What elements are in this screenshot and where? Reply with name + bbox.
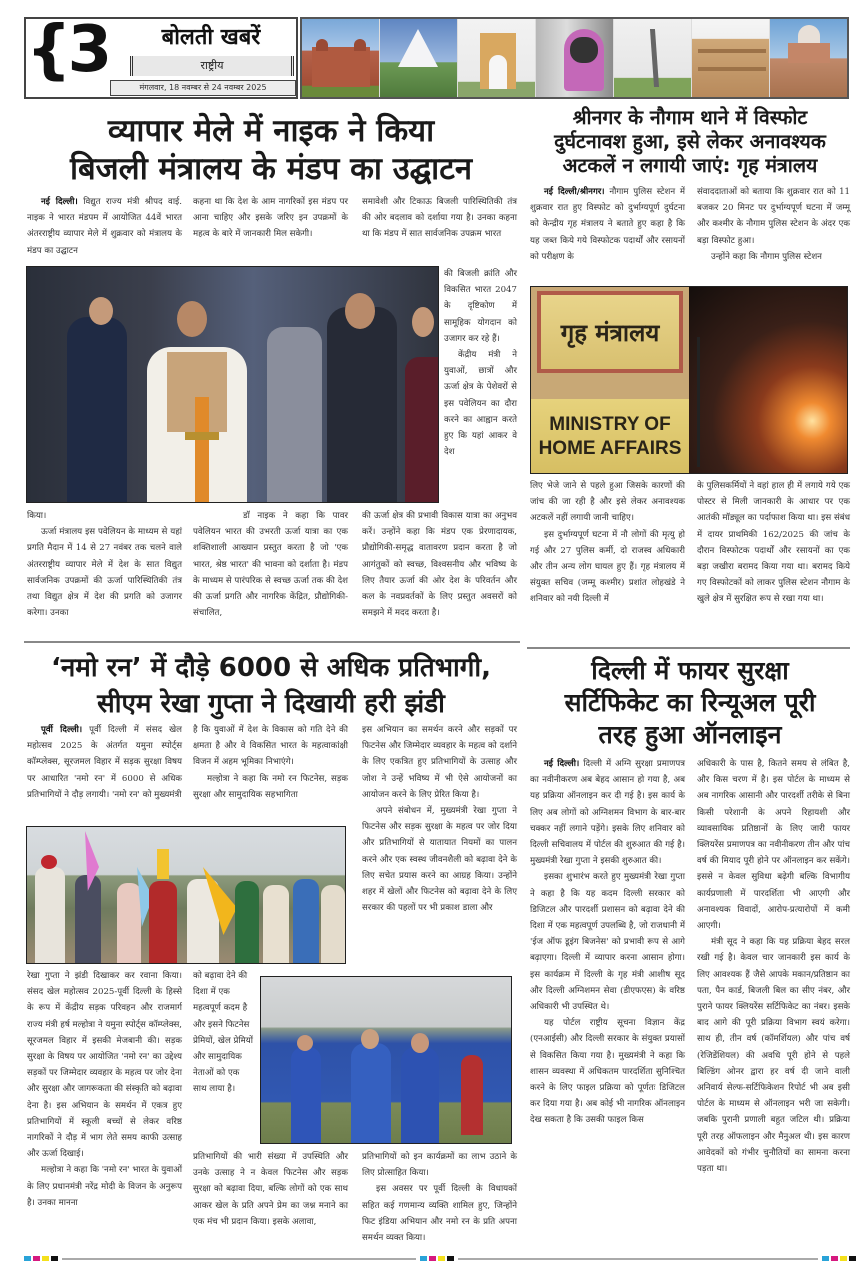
headline-line: सर्टिफिकेट का रिन्यूअल पूरी xyxy=(564,688,816,717)
cyan-swatch xyxy=(822,1256,829,1261)
paper-name: बोलती खबरें xyxy=(161,25,261,50)
paragraph: प्रतिभागियों को इन कार्यक्रमों का लाभ उठाने के लिए प्रोत्साहित किया। xyxy=(362,1152,517,1179)
paragraph: उन्होंने कहा कि नौगाम पुलिस स्टेशन xyxy=(711,251,822,262)
headline-line: दुर्घटनावश हुआ, इसे लेकर अनावश्यक xyxy=(554,130,826,153)
paragraph: लिए भेजे जाने से पहले हुआ जिसके कारणों की जांच की जा रही है और इसे लेकर अनावश्यक अटकलें नहीं लगायी जानी चाहिए। xyxy=(530,481,685,524)
paragraph: इस अभियान का समर्थन करने और सड़कों पर फिटनेस और जिम्मेदार व्यवहार के महत्व को दर्शाने के लिए एकत्रित हुए प्रतिभागियों के उत्साह और जोश ने उन्हें भविष्य में भी ऐसे आयोजनों का आयोजन करने के लिए प्रेरित किया है। xyxy=(362,725,517,800)
article3-photo-students-running xyxy=(260,976,512,1144)
yellow-swatch xyxy=(42,1256,49,1261)
paragraph: समावेशी और टिकाऊ बिजली पारिस्थितिकी तंत्र की ओर बदलाव को दर्शाया गया है। उनका कहना था कि मंडप में सात सार्वजनिक उपक्रम भारत xyxy=(362,197,517,240)
article2-col2-top xyxy=(697,184,850,265)
headline-line: दिल्ली में फायर सुरक्षा xyxy=(591,656,789,685)
dateline: पूर्वी दिल्ली। xyxy=(41,725,83,735)
paragraph: विद्युत राज्य मंत्री श्रीपद वाई. नाइक ने भारत मंडपम में आयोजित 44वें भारत अंतरराष्ट्रीय व्यापार मेले में शुक्रवार को मंत्रालय के मंडप का उद्घाटन xyxy=(27,197,182,256)
paragraph: यह पोर्टल राष्ट्रीय सूचना विज्ञान केंद्र (एनआईसी) और दिल्ली सरकार के संयुक्त प्रयासों से विकसित किया गया है। मुख्यमंत्री ने कहा कि शासन व्यवस्था में अधिकतम पारदर्शिता सुनिश्चित करने के लिए फाइल प्रक्रिया को पूर्णतः डिजिटल कर दिया गया है। अब कोई भी नागरिक ऑनलाइन देख सकता है कि उसकी फाइल किस xyxy=(530,1018,685,1126)
article1-col3-bottom xyxy=(362,508,517,621)
paragraph: की बिजली क्रांति और विकसित भारत 2047 के दृष्टिकोण में सामूहिक योगदान को उजागर कर रहे हैं। xyxy=(444,269,517,344)
article3-col2-bottom xyxy=(193,1149,348,1230)
headline-line: व्यापार मेले में नाइक ने किया xyxy=(107,113,435,149)
india-gate-image xyxy=(458,19,536,97)
paragraph: इसका शुभारंभ करते हुए मुख्यमंत्री रेखा गुप्ता ने कहा है कि यह कदम दिल्ली सरकार को डिजिटल और पारदर्शी प्रशासन को बढ़ावा देने की दिशा में एक महत्वपूर्ण उपलब्धि है, जो राजधानी में 'ईज ऑफ डूइंग बिजनेस' को प्रभावी रूप से आगे बढ़ाएगा। दिल्ली में व्यापार करना आसान होगा। इस कार्यक्रम में दिल्ली के गृह मंत्री आशीष सूद और दिल्ली अग्निशमन सेवा (डीएफएस) के वरिष्ठ अधिकारी भी उपस्थित थे। xyxy=(530,872,685,1013)
article4-col2 xyxy=(697,756,850,1177)
lotus-temple-image xyxy=(380,19,458,97)
article3-col2-narrow xyxy=(193,968,253,1098)
paragraph: किया। xyxy=(27,511,47,521)
dateline: नई दिल्ली/श्रीनगर। xyxy=(544,187,605,197)
supreme-court-image xyxy=(770,19,847,97)
article2-col2-bottom xyxy=(697,478,850,608)
paragraph: इस दुर्भाग्यपूर्ण घटना में नौ लोगों की मृत्यु हो गई और 27 पुलिस कर्मी, दो राजस्व अधिकारी और तीन अन्य लोग घायल हुए हैं। गृह मंत्रालय में संयुक्त सचिव (जम्मू कश्मीर) प्रशांत लोहखंडे ने शनिवार को नयी दिल्ली में xyxy=(530,529,685,605)
registration-marks-right xyxy=(818,1256,856,1261)
paragraph: अधिकारी के पास है, कितने समय से लंबित है, और किस चरण में है। इस पोर्टल के माध्यम से अब नागरिक आसानी और पारदर्शी तरीके से बिना किसी परेशानी के अपने रिहायशी और व्यावसायिक प्रतिष्ठानों के लिए जारी फायर क्लियरेंस प्रमाणपत्र का नवीनीकरण तीन और पांच वर्ष की मियाद पूरी होने पर ऑनलाइन कर सकेंगे। इससे न केवल सुविधा बढ़ेगी बल्कि विभागीय कार्यप्रणाली में पारदर्शिता भी आएगी और अनावश्यक विवादों, आरोप-प्रत्यारोपों में कमी आएगी। xyxy=(697,759,850,932)
article1-col3-top xyxy=(362,194,517,243)
article1-col2-bottom xyxy=(193,508,348,621)
article3-col3 xyxy=(362,722,517,916)
black-swatch xyxy=(849,1256,856,1261)
paragraph: डॉ नाइक ने कहा कि पावर पवेलियन भारत की उभरती ऊर्जा यात्रा का एक शक्तिशाली आख्यान प्रस्तुत करता है जो 'एक भारत, श्रेष्ठ भारत' की भावना को दर्शाता है। मंडप के माध्यम से पारंपरिक से स्वच्छ ऊर्जा तक की देश की ऊर्जा प्रगति और नागरिक केंद्रित, प्रौद्योगिकी-संचालित, xyxy=(193,511,348,619)
sign-english-line1: MINISTRY OF xyxy=(549,414,671,435)
paragraph: की ऊर्जा क्षेत्र की प्रभावी विकास यात्रा का अनुभव करें। उन्होंने कहा कि मंडप एक प्रेरणादायक, प्रौद्योगिकी-समृद्ध वातावरण प्रदान करता है जो आगंतुकों को स्वच्छ, विश्वसनीय और भविष्य के लिए तैयार ऊर्जा की ओर देश के परिवर्तन और कल के नवप्रवर्तकों के लिए प्रस्तुत अवसरों को समझने में मदद करता है। xyxy=(362,511,517,619)
cyan-swatch xyxy=(24,1256,31,1261)
article2-col1-top xyxy=(530,184,685,265)
headline-line: तरह हुआ ऑनलाइन xyxy=(598,720,782,749)
section-label: राष्ट्रीय xyxy=(130,56,294,76)
paragraph: रेखा गुप्ता ने झंडी दिखाकर कर रवाना किया। संसद खेल महोत्सव 2025-पूर्वी दिल्ली के हिस्से के रूप में केंद्रीय सड़क परिवहन और राजमार्ग राज्य मंत्री हर्ष मल्होत्रा ने यमुना स्पोर्ट्स कॉम्प्लेक्स, सूरजमल विहार में इसकी मेजबानी की। सड़क सुरक्षा के विषय पर आयोजित 'नमो रन' का उद्देश्य सड़कों पर जिम्मेदार व्यवहार के महत्व पर जोर देना और सुरक्षा और जागरूकता की संस्कृति को बढ़ावा देना है। इस अभियान के समर्थन में एकत्र हुए प्रतिभागियों में स्कूली बच्चों से लेकर वरिष्ठ नागरिकों ने दौड़ में भाग लेते समय काफी उत्साह और ऊर्जा दिखाई। xyxy=(27,971,182,1160)
delhi-metro-image xyxy=(536,19,614,97)
red-fort-image xyxy=(302,19,380,97)
paragraph: नौगाम पुलिस स्टेशन में शुक्रवार रात हुए विस्फोट को दुर्भाग्यपूर्ण दुर्घटना को केन्द्रीय गृह मंत्रालय ने बताते हुए कहा है कि यह जब्त किये गये विस्फोटक पदार्थों और रसायनों को परीक्षण के xyxy=(530,187,685,262)
article3-headline xyxy=(24,650,518,722)
magenta-swatch xyxy=(831,1256,838,1261)
paragraph: को बढ़ावा देने की दिशा में एक महत्वपूर्ण कदम है और इसने फिटनेस प्रेमियों, खेल प्रेमियों और सामुदायिक नेताओं को एक साथ लाया है। xyxy=(193,971,253,1095)
date-line: मंगलवार, 18 नवम्बर से 24 नवम्बर 2025 xyxy=(110,80,296,96)
black-swatch xyxy=(51,1256,58,1261)
magenta-swatch xyxy=(429,1256,436,1261)
parliament-house-image xyxy=(692,19,770,97)
magenta-swatch xyxy=(33,1256,40,1261)
masthead xyxy=(24,13,298,99)
article3-col1-top xyxy=(27,722,182,803)
yellow-swatch xyxy=(438,1256,445,1261)
article4-headline xyxy=(525,655,855,751)
dateline: नई दिल्ली। xyxy=(544,759,580,769)
article1-photo-lamp-lighting xyxy=(26,266,439,503)
paragraph: कहना था कि देश के आम नागरिकों इस मंडप पर आना चाहिए और इसके जरिए इन उपक्रमों के महत्व के बारे में जानकारी मिल सकेगी। xyxy=(193,197,348,240)
article2-col1-bottom xyxy=(530,478,685,608)
paragraph: अपने संबोधन में, मुख्यमंत्री रेखा गुप्ता ने फिटनेस और सड़क सुरक्षा के महत्व पर जोर दिया और प्रतिभागियों से यातायात नियमों का पालन करने और एक स्वस्थ जीवनशैली को बढ़ावा देने के लिए सचेत प्रयास करने का आग्रह किया। उन्होंने शहर में खेलों और फिटनेस को बढ़ावा देने के लिए सरकार की पहलों पर भी प्रकाश डाला और xyxy=(362,806,517,914)
black-swatch xyxy=(447,1256,454,1261)
article3-photo-flag-off xyxy=(26,826,346,964)
article3-col1-bottom xyxy=(27,968,182,1211)
article1-col3-side xyxy=(444,266,517,460)
article2-photo-ministry-and-blast xyxy=(530,286,848,474)
section-divider xyxy=(527,647,850,649)
article1-col2-top xyxy=(193,194,348,243)
registration-marks-center xyxy=(416,1256,458,1261)
article1-headline xyxy=(24,112,518,188)
paragraph: के पुलिसकर्मियों ने वहां हाल ही में लगाये गये एक पोस्टर से मिली जानकारी के आधार पर एक आतंकी मॉड्यूल का पर्दाफाश किया था। इस संबंध में दायर प्राथमिकी 162/2025 की जांच के दौरान विस्फोटक पदार्थों और रसायनों का एक बड़ा जखीरा बरामद किया गया था। बरामद किये गए विस्फोटकों को लाकर पुलिस स्टेशन नौगाम के खुले क्षेत्र में सुरक्षित रूप से रखा गया था। xyxy=(697,481,850,605)
dateline: नई दिल्ली। xyxy=(41,197,78,207)
paragraph: संवाददाताओं को बताया कि शुक्रवार रात को 11 बजकर 20 मिनट पर दुर्भाग्यपूर्ण घटना में जम्मू और कश्मीर के नौगाम पुलिस स्टेशन के अंदर एक बड़ा विस्फोट हुआ। xyxy=(697,187,850,246)
paragraph: प्रतिभागियों की भारी संख्या में उपस्थिति और उनके उत्साह ने न केवल फिटनेस और सड़क सुरक्षा को बढ़ावा दिया, बल्कि लोगों को एक साथ आकर खेल के प्रति अपने प्रेम का जश्न मनाने का एक मंच भी प्रदान किया। इसके अलावा, xyxy=(193,1152,348,1227)
headline-line: अटकलें न लगायी जाएं: गृह मंत्रालय xyxy=(562,154,818,177)
paragraph: मल्होत्रा ने कहा कि 'नमो रन' भारत के युवाओं के लिए प्रधानमंत्री नरेंद्र मोदी के विजन के अनुरूप है। उनका मानना xyxy=(27,1165,182,1208)
headline-line: श्रीनगर के नौगाम थाने में विस्फोट xyxy=(572,106,808,129)
paragraph: मल्होत्रा ने कहा कि नमो रन फिटनेस, सड़क सुरक्षा और सामुदायिक सहभागिता xyxy=(193,773,348,800)
blast-fire-image xyxy=(689,287,847,473)
page-number: {3 xyxy=(26,13,109,87)
article1-col1-top xyxy=(27,194,182,259)
article4-col1 xyxy=(530,756,685,1129)
headline-line: सीएम रेखा गुप्ता ने दिखायी हरी झंडी xyxy=(97,689,445,719)
paragraph: पूर्वी दिल्ली में संसद खेल महोत्सव 2025 के अंतर्गत यमुना स्पोर्ट्स कॉम्प्लेक्स, सूरजमल विहार में सड़क सुरक्षा विषय पर आधारित 'नमो रन' में 6000 से अधिक प्रतिभागियों ने दौड़ लगायी। 'नमो रन' को मुख्यमंत्री xyxy=(27,725,182,800)
article2-headline xyxy=(525,106,855,178)
yellow-swatch xyxy=(840,1256,847,1261)
ministry-sign-image xyxy=(531,287,689,473)
landmarks-banner xyxy=(300,17,849,99)
cyan-swatch xyxy=(420,1256,427,1261)
paragraph: ऊर्जा मंत्रालय इस पवेलियन के माध्यम से यहां प्रगति मैदान में 14 से 27 नवंबर तक चलने वाले अंतरराष्ट्रीय व्यापार मेले में देश के सात विद्युत सार्वजनिक उपक्रमों की ऊर्जा पारिस्थितिकी तंत्र तथा विद्युत क्षेत्र में देश की प्रगति को उजागर करेगा। उनका xyxy=(27,527,182,619)
paragraph: दिल्ली में अग्नि सुरक्षा प्रमाणपत्र का नवीनीकरण अब बेहद आसान हो गया है, अब यह प्रक्रिया ऑनलाइन कर दी गई है। इस कार्य के लिए अब लोगों को अग्निशमन विभाग के बार-बार चक्कर नहीं लगाने पड़ेंगे। इसके लिए शनिवार को दिल्ली सचिवालय में पोर्टल की शुरुआत की गई है। मुख्यमंत्री रेखा गुप्ता ने इसकी शुरुआत की। xyxy=(530,759,685,867)
signature-bridge-image xyxy=(614,19,692,97)
sign-english-line2: HOME AFFAIRS xyxy=(538,438,682,459)
paragraph: मंत्री सूद ने कहा कि यह प्रक्रिया बेहद सरल रखी गई है। केवल चार जानकारी इस कार्य के लिए आवश्यक हैं जैसे आपके मकान/प्रतिष्ठान का पता, पैन कार्ड, बिजली बिल का सीए नंबर, और पुराने फायर क्लियरेंस सर्टिफिकेट का नंबर। इसके बाद आगे की पूरी प्रक्रिया विभाग स्वयं करेगा। साथ ही, तीन वर्ष (कॉमर्शियल) और पांच वर्ष (रेजिडेंशियल) की अवधि पूरी होने से पहले बिल्डिंग ओनर द्वारा हर वर्ष दी जाने वाली अनिवार्य सेल्फ-सर्टिफिकेशन रिपोर्ट भी अब इसी पोर्टल के माध्यम से ऑनलाइन भरी जा सकेगी। जबकि पुरानी प्रणाली बहुत जटिल थी। प्रक्रिया पूरी तरह ऑफलाइन और मैनुअल थी। इस कारण आवेदकों को गंभीर चुनौतियों का सामना करना पड़ता था। xyxy=(697,937,850,1175)
headline-line: ‘नमो रन’ में दौड़े 6000 से अधिक प्रतिभागी, xyxy=(51,653,491,683)
section-divider xyxy=(24,641,520,643)
article3-col2-top xyxy=(193,722,348,803)
sign-hindi-text: गृह मंत्रालय xyxy=(560,318,660,347)
paragraph: है कि युवाओं में देश के विकास को गति देने की क्षमता है और वे विकसित भारत के महत्वाकांक्षी विजन में अहम भूमिका निभाएंगे। xyxy=(193,725,348,768)
registration-marks-left xyxy=(24,1256,58,1261)
headline-line: बिजली मंत्रालय के मंडप का उद्घाटन xyxy=(69,151,473,187)
article1-col1-bottom xyxy=(27,508,182,621)
article3-col3-bottom xyxy=(362,1149,517,1246)
paragraph: केंद्रीय मंत्री ने युवाओं, छात्रों और ऊर्जा क्षेत्र के पेशेवरों से इस पवेलियन का दौरा करने का आह्वान करते हुए कि यहां आकर वे देश xyxy=(444,350,517,458)
paragraph: इस अवसर पर पूर्वी दिल्ली के विधायकों सहित कई गणमान्य व्यक्ति शामिल हुए, जिन्होंने फिट इंडिया अभियान और नमो रन के प्रति अपना समर्थन व्यक्त किया। xyxy=(362,1184,517,1244)
